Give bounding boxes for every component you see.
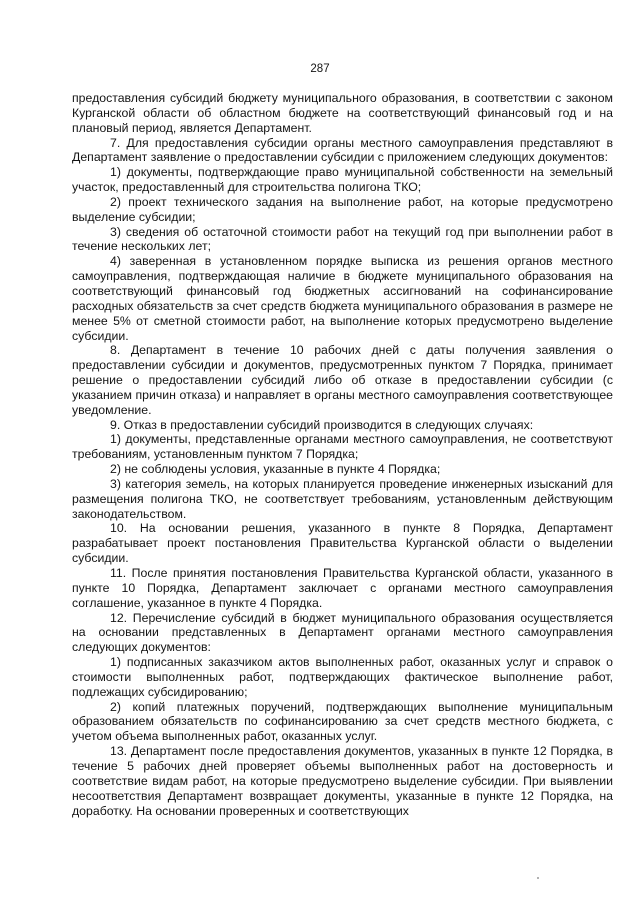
paragraph-item-12: 12. Перечисление субсидий в бюджет муниципального образования осуществляется на основании представленных в Департамент органами местного самоуправления следующих документов: (72, 610, 613, 655)
paragraph-item-11: 11. После принятия постановления Правительства Курганской области, указанного в пункте 10 Порядка, Департамент заключает с органами местного самоуправления соглашение, указанное в пункте 4 Порядка. (72, 566, 613, 610)
paragraph-item-7-4: 4) заверенная в установленном порядке выписка из решения органов местного самоуправления, подтверждающая наличие в бюджете муниципального образования на соответствующий финансовый год бюджетных ассигнований на софинансирование расходных обязательств за счет средств бюджета муниципального образования в размере не менее 5% от сметной стоимости работ, на выполнение которых предусмотрено выделение субсидии. (72, 254, 613, 343)
paragraph-item-9-3: 3) категория земель, на которых планируется проведение инженерных изысканий для размещения полигона ТКО, не соответствует требованиям, установленным действующим законодательством. (72, 476, 613, 521)
paragraph-item-13: 13. Департамент после предоставления документов, указанных в пункте 12 Порядка, в течение 5 рабочих дней проверяет объемы выполненных работ на достоверность и соответствие видам работ, на которые предусмотрено выделение субсидии. При выявлении несоответствия Департамент возвращает документы, указанные в пункте 12 Порядка, на доработку. На основании проверенных и соответствующих (72, 744, 613, 818)
paragraph-continuation: предоставления субсидий бюджету муниципального образования, в соответствии с законом Курганской области об областном бюджете на соответствующий финансовый год и на плановый период, является Департамент. (72, 91, 613, 135)
paragraph-item-7-1: 1) документы, подтверждающие право муниципальной собственности на земельный участок, предоставленный для строительства полигона ТКО; (72, 165, 613, 195)
paragraph-item-10: 10. На основании решения, указанного в пункте 8 Порядка, Департамент разрабатывает проект постановления Правительства Курганской области о выделении субсидии. (72, 521, 613, 566)
paragraph-item-9-2: 2) не соблюдены условия, указанные в пункте 4 Порядка; (110, 462, 441, 477)
page-number: 287 (310, 63, 330, 75)
document-body (72, 91, 613, 818)
paragraph-item-9: 9. Отказ в предоставлении субсидий производится в следующих случаях: (110, 417, 534, 432)
paragraph-item-7-3: 3) сведения об остаточной стоимости работ на текущий год при выполнении работ в течение нескольких лет; (72, 224, 613, 254)
paragraph-item-12-2: 2) копий платежных поручений, подтверждающих выполнение муниципальным образованием обязательств по софинансированию за счет средств местного бюджета, с учетом объема выполненных работ, оказанных услуг. (72, 699, 613, 744)
paragraph-item-8: 8. Департамент в течение 10 рабочих дней с даты получения заявления о предоставлении субсидии и документов, предусмотренных пунктом 7 Порядка, принимает решение о предоставлении субсидий либо об отказе в предоставлении субсидии (с указанием причин отказа) и направляет в органы местного самоуправления соответствующее уведомление. (72, 343, 613, 417)
scan-speck (537, 877, 539, 879)
paragraph-item-7-2: 2) проект технического задания на выполнение работ, на которые предусмотрено выделение субсидии; (72, 194, 613, 224)
paragraph-item-7: 7. Для предоставления субсидии органы местного самоуправления представляют в Департамент заявление о предоставлении субсидии с приложением следующих документов: (72, 135, 613, 165)
paragraph-item-9-1: 1) документы, представленные органами местного самоуправления, не соответствуют требованиям, установленным пунктом 7 Порядка; (72, 432, 613, 462)
paragraph-item-12-1: 1) подписанных заказчиком актов выполненных работ, оказанных услуг и справок о стоимости выполненных работ, подтверждающих фактическое выполнение работ, подлежащих субсидированию; (72, 655, 613, 699)
